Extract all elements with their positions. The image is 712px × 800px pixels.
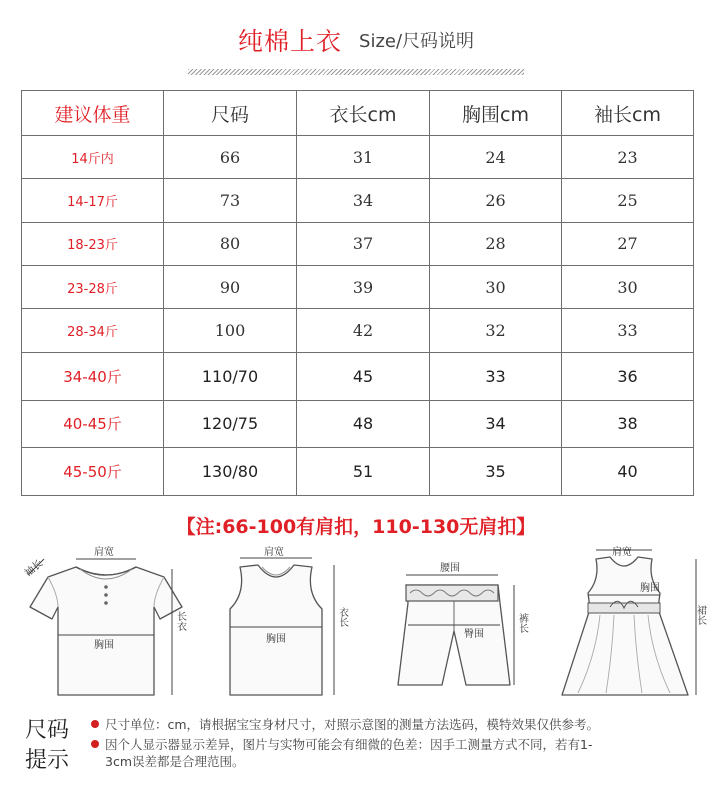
- header-chest: 胸围cm: [430, 91, 562, 136]
- cell-sleeve: 27: [562, 222, 694, 265]
- cell-chest: 26: [430, 179, 562, 222]
- title-sub: Size/尺码说明: [359, 31, 475, 52]
- title-main: 纯棉上衣: [237, 27, 342, 56]
- table-row: [22, 352, 694, 400]
- shorts-length-label: 裤长: [516, 613, 528, 633]
- cell-sleeve: 30: [562, 266, 694, 309]
- cell-chest: 33: [430, 352, 562, 400]
- waistband: [406, 585, 498, 601]
- tshirt-diagram: [14, 545, 194, 710]
- button-icon: [104, 601, 108, 605]
- cell-size: 80: [164, 222, 297, 265]
- bullet-icon: [91, 720, 99, 728]
- cell-size: 66: [164, 136, 297, 179]
- vest-length-label: 衣长: [336, 607, 348, 627]
- cell-chest: 24: [430, 136, 562, 179]
- measurement-diagrams: [0, 545, 712, 710]
- shorts-hip-label: 臀围: [464, 629, 484, 640]
- button-icon: [104, 593, 108, 597]
- shorts-diagram: [388, 545, 538, 710]
- dress-length-label: 裙长: [694, 605, 706, 625]
- table-row: [22, 309, 694, 352]
- cell-sleeve: 33: [562, 309, 694, 352]
- cell-weight: 18-23斤: [22, 222, 164, 265]
- table-row: [22, 222, 694, 265]
- size-tips: [25, 716, 695, 796]
- vest-chest-label: 胸围: [266, 634, 286, 645]
- tips-label-bottom: 提示: [25, 748, 70, 773]
- tips-label-top: 尺码: [25, 718, 70, 743]
- cell-size: 73: [164, 179, 297, 222]
- tshirt-length-label: 长衣: [174, 611, 186, 631]
- cell-weight: 45-50斤: [22, 448, 164, 496]
- shorts-waist-label: 腰围: [440, 563, 460, 574]
- cell-length: 39: [297, 266, 430, 309]
- dress-diagram: [560, 545, 710, 710]
- tshirt-chest-label: 胸围: [94, 640, 114, 651]
- tip-line: [91, 716, 703, 733]
- dress-chest-label: 胸围: [640, 583, 660, 594]
- cell-chest: 35: [430, 448, 562, 496]
- cell-size: 110/70: [164, 352, 297, 400]
- cell-length: 45: [297, 352, 430, 400]
- vest-shape: [230, 565, 322, 695]
- bullet-icon: [91, 740, 99, 748]
- tip-text-1: 尺寸单位：cm，请根据宝宝身材尺寸，对照示意图的测量方法选码，模特效果仅供参考。: [105, 717, 600, 732]
- title-divider: [188, 69, 524, 75]
- dress-shoulder-label: 肩宽: [612, 547, 632, 558]
- dress-shape: [562, 557, 688, 695]
- cell-sleeve: 38: [562, 400, 694, 448]
- cell-length: 37: [297, 222, 430, 265]
- cell-size: 120/75: [164, 400, 297, 448]
- table-row: [22, 266, 694, 309]
- cell-chest: 28: [430, 222, 562, 265]
- cell-length: 42: [297, 309, 430, 352]
- header-length: 衣长cm: [297, 91, 430, 136]
- table-row: [22, 448, 694, 496]
- table-row: [22, 136, 694, 179]
- cell-weight: 40-45斤: [22, 400, 164, 448]
- size-table: [21, 90, 694, 496]
- tips-label: [25, 716, 85, 776]
- cell-chest: 30: [430, 266, 562, 309]
- vest-diagram: [210, 545, 360, 710]
- cell-chest: 32: [430, 309, 562, 352]
- header-size: 尺码: [164, 91, 297, 136]
- header-sleeve: 袖长cm: [562, 91, 694, 136]
- page-title: [0, 22, 712, 58]
- cell-length: 48: [297, 400, 430, 448]
- cell-size: 100: [164, 309, 297, 352]
- button-icon: [104, 585, 108, 589]
- table-row: [22, 179, 694, 222]
- cell-chest: 34: [430, 400, 562, 448]
- cell-size: 90: [164, 266, 297, 309]
- table-row: [22, 400, 694, 448]
- cell-length: 51: [297, 448, 430, 496]
- cell-weight: 28-34斤: [22, 309, 164, 352]
- table-header-row: [22, 91, 694, 136]
- tip-text-2a: 因个人显示器显示差异，图片与实物可能会有细微的色差：因手工测量方式不同，若有1-: [105, 737, 593, 752]
- cell-sleeve: 25: [562, 179, 694, 222]
- shoulder-button-note: 【注:66-100有肩扣，110-130无肩扣】: [176, 516, 536, 538]
- tips-lines: [91, 716, 703, 773]
- tshirt-sleeve-label: 袖长: [22, 558, 46, 580]
- cell-weight: 14-17斤: [22, 179, 164, 222]
- cell-length: 31: [297, 136, 430, 179]
- tip-text-2b: 3cm误差都是合理范围。: [105, 754, 245, 769]
- cell-weight: 34-40斤: [22, 352, 164, 400]
- cell-length: 34: [297, 179, 430, 222]
- header-weight: 建议体重: [22, 91, 164, 136]
- tshirt-shoulder-label: 肩宽: [94, 547, 114, 558]
- cell-weight: 14斤内: [22, 136, 164, 179]
- cell-sleeve: 36: [562, 352, 694, 400]
- cell-size: 130/80: [164, 448, 297, 496]
- tip-line: [91, 736, 703, 770]
- vest-shoulder-label: 肩宽: [264, 547, 284, 558]
- cell-sleeve: 40: [562, 448, 694, 496]
- cell-sleeve: 23: [562, 136, 694, 179]
- cell-weight: 23-28斤: [22, 266, 164, 309]
